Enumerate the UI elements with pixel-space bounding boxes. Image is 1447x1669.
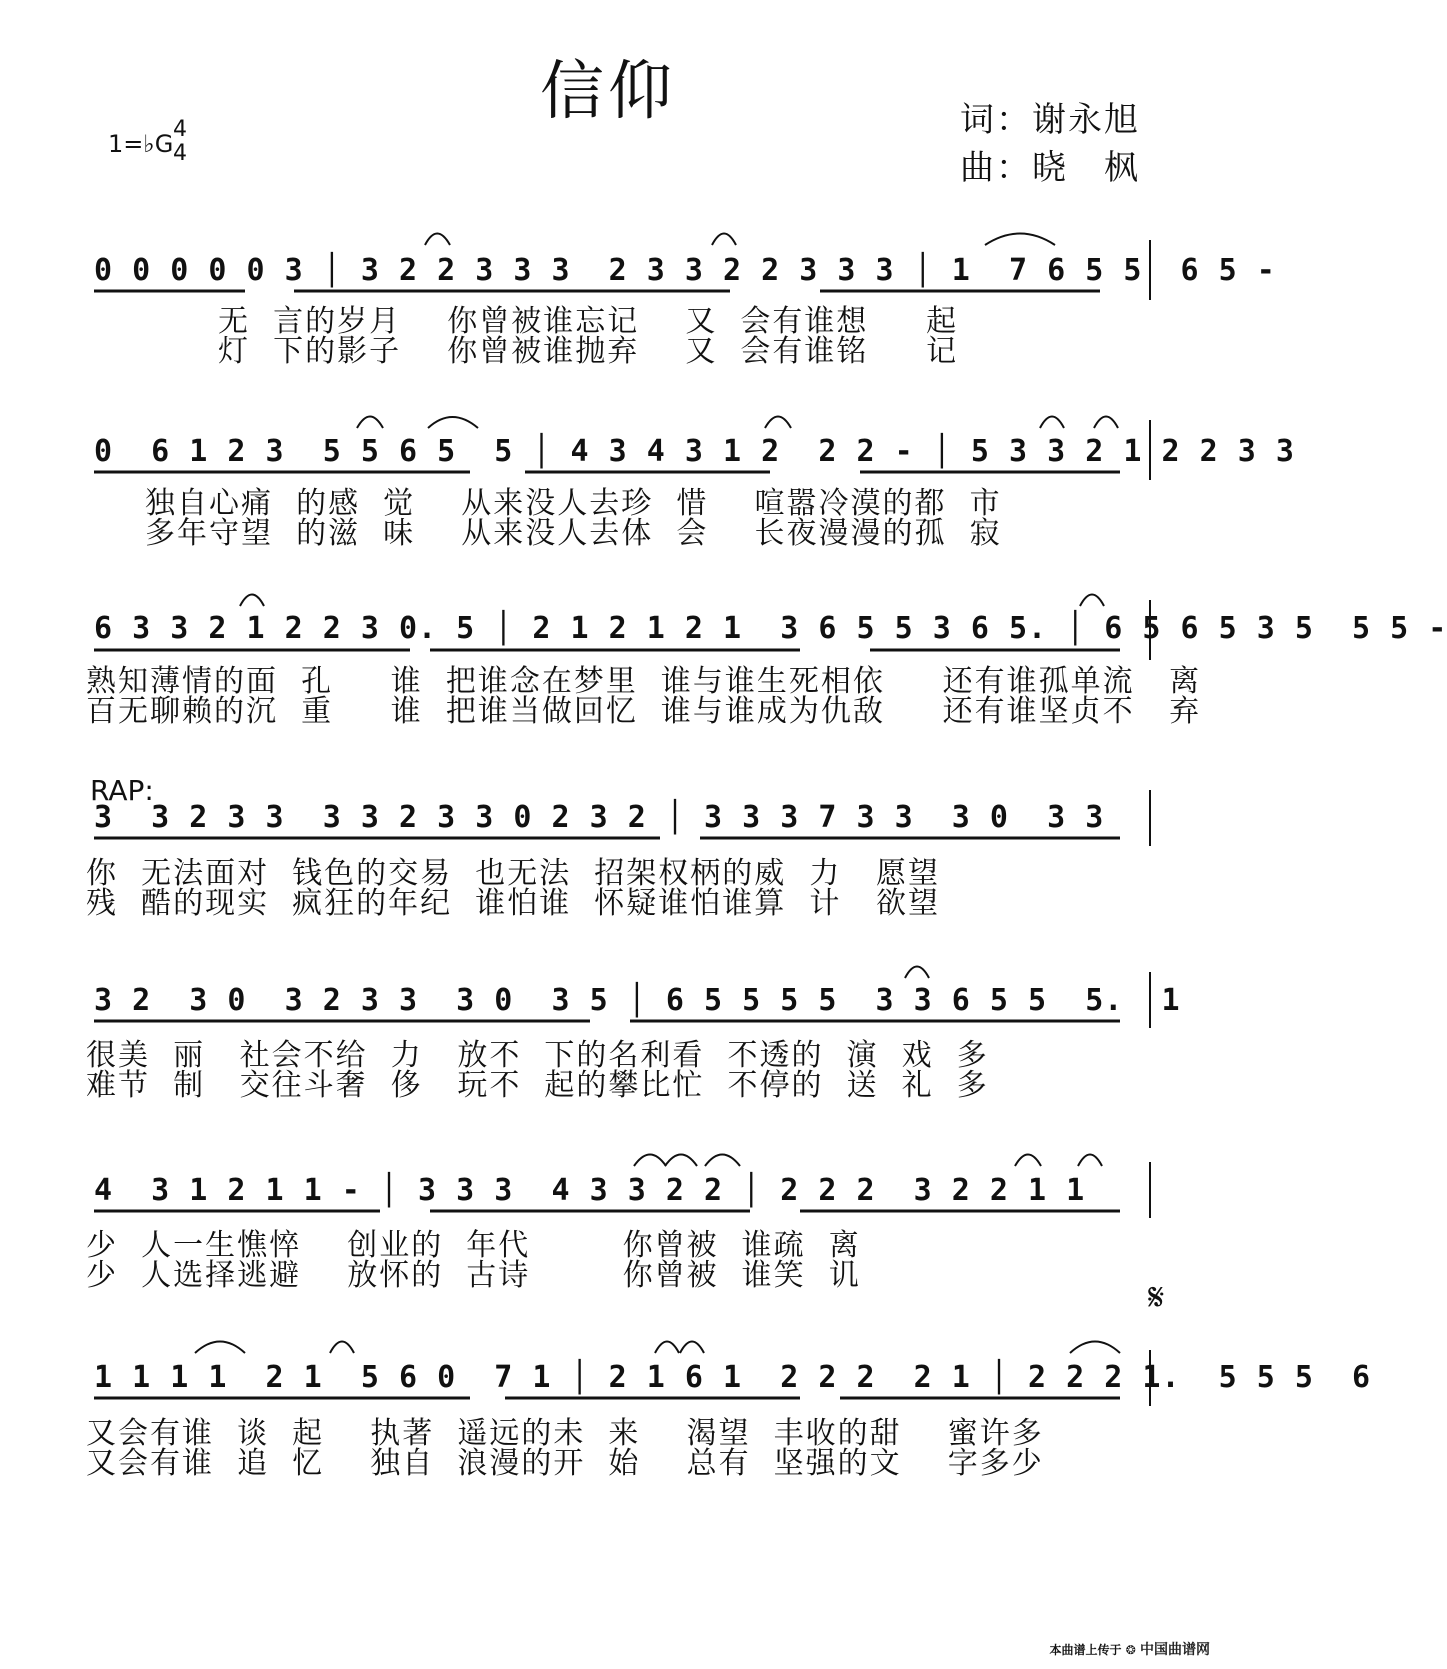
slur-mark [712,234,736,246]
slur-mark [330,1342,354,1354]
footer-prefix: 本曲谱上传于 [1049,1643,1122,1657]
slur-mark [765,417,791,429]
time-signature [170,118,190,166]
notation-line: 0 0 0 0 0 3 │ 3 2 2 3 3 3 2 3 3 2 2 3 3 3 │ 1 7 6 5 5 6 5 - [94,253,1276,288]
notation-line: 3 3 2 3 3 3 3 2 3 3 0 2 3 2 │ 3 3 3 7 3 3 3 0 3 3 [94,800,1105,835]
rap-label: RAP: [90,774,154,807]
slur-mark [1078,1155,1102,1167]
slur-mark [1070,1342,1120,1354]
site-logo-icon: ❂ [1125,1643,1136,1657]
slur-mark [428,417,478,428]
footer-brand: 中国曲谱网 [1140,1642,1210,1658]
meter-top: 4 [173,117,187,142]
lyric-verse-2: 少 人选择逃避 放怀的 古诗 你曾被 谁笑 讥 [86,1258,861,1293]
slur-mark [905,967,929,979]
lyric-verse-1: 熟知薄情的面 孔 谁 把谁念在梦里 谁与谁生死相依 还有谁孤单流 离 [86,664,1202,699]
lyric-verse-1: 你 无法面对 钱色的交易 也无法 招架权柄的威 力 愿望 [86,856,940,891]
lyric-verse-1: 又会有谁 谈 起 执著 遥远的未 来 渴望 丰收的甜 蜜许多 [86,1416,1044,1451]
notation-line: 1 1 1 1 2 1 5 6 0 7 1 │ 2 1 6 1 2 2 2 2 1 │ 2 2 2 1. 5 5 5 6 [94,1360,1372,1395]
slur-mark [1015,1155,1041,1167]
notation-line: 6 3 3 2 1 2 2 3 0. 5 │ 2 1 2 1 2 1 3 6 5 5 3 6 5. │ 6 5 6 5 3 5 5 5 - [94,611,1447,646]
lyric-verse-1: 少 人一生憔悴 创业的 年代 你曾被 谁疏 离 [86,1228,861,1263]
lyric-verse-2: 多年守望 的滋 味 从来没人去体 会 长夜漫漫的孤 寂 [145,516,1002,551]
lyric-verse-2: 灯 下的影子 你曾被谁抛弃 又 会有谁铭 记 [218,334,959,369]
lyric-verse-1: 很美 丽 社会不给 力 放不 下的名利看 不透的 演 戏 多 [86,1038,989,1073]
lyric-verse-2: 残 酷的现实 疯狂的年纪 谁怕谁 怀疑谁怕谁算 计 欲望 [86,886,940,921]
slur-mark [195,1342,245,1354]
footer-credit [1050,1639,1210,1659]
slur-mark [705,1155,740,1167]
segno-icon: 𝄋 [1148,1275,1165,1319]
slur-mark [357,417,383,429]
slur-mark [425,234,450,246]
key-signature: 1=♭G [108,130,174,158]
slur-mark [985,234,1055,246]
slur-mark [655,1342,679,1354]
notation-line: 3 2 3 0 3 2 3 3 3 0 3 5 │ 6 5 5 5 5 3 3 6 5 5 5. 1 [94,983,1181,1018]
notation-line: 0 6 1 2 3 5 5 6 5 5 │ 4 3 4 3 1 2 2 2 - │ 5 3 3 2 1 2 2 3 3 [94,434,1295,469]
slur-mark [680,1342,704,1354]
lyric-verse-2: 又会有谁 追 忆 独自 浪漫的开 始 总有 坚强的文 字多少 [86,1446,1044,1481]
lyricist-credit: 词：谢永旭 [960,100,1140,140]
slur-mark [1080,595,1104,607]
song-title: 信仰 [540,55,676,129]
lyric-verse-2: 百无聊赖的沉 重 谁 把谁当做回忆 谁与谁成为仇敌 还有谁坚贞不 弃 [86,694,1202,729]
lyric-verse-2: 难节 制 交往斗奢 侈 玩不 起的攀比忙 不停的 送 礼 多 [86,1068,989,1103]
slur-mark [240,595,264,607]
slur-mark [1040,417,1064,429]
lyric-verse-1: 独自心痛 的感 觉 从来没人去珍 惜 喧嚣冷漠的都 市 [145,486,1002,521]
slur-mark [634,1155,666,1167]
notation-line: 4 3 1 2 1 1 - │ 3 3 3 4 3 3 2 2 │ 2 2 2 3 2 2 1 1 [94,1173,1086,1208]
lyric-verse-1: 无 言的岁月 你曾被谁忘记 又 会有谁想 起 [218,304,959,339]
meter-bottom: 4 [173,141,187,166]
slur-mark [1094,417,1118,429]
slur-mark [665,1155,697,1167]
composer-credit: 曲：晓 枫 [960,148,1140,188]
